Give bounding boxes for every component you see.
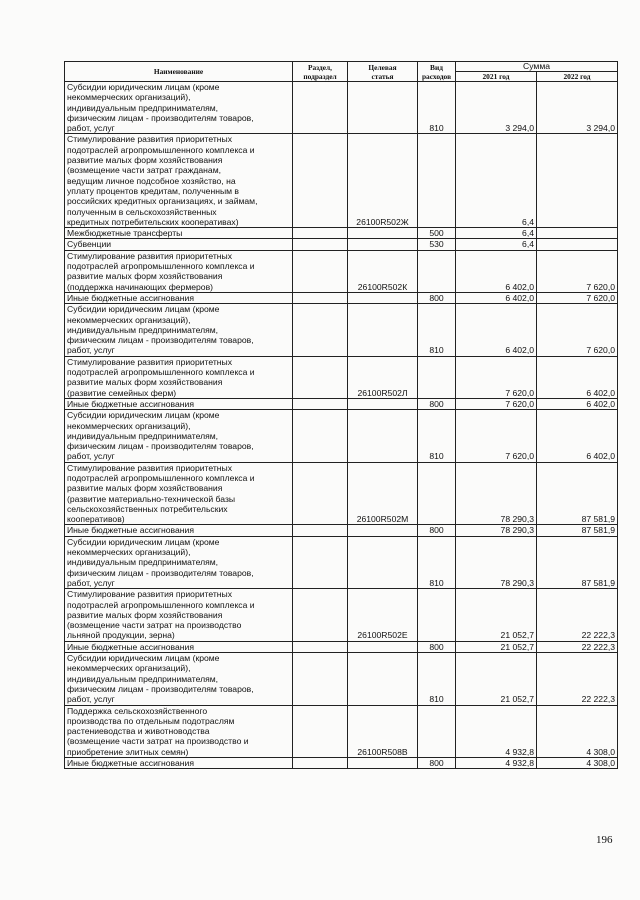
table-row <box>65 758 618 769</box>
section-cell <box>293 292 348 303</box>
kind-cell <box>418 356 456 398</box>
amount-2021-cell: 21 052,7 <box>456 653 537 705</box>
kind-cell: 810 <box>418 304 456 356</box>
table-row <box>65 653 618 705</box>
kind-cell: 800 <box>418 758 456 769</box>
kind-cell <box>418 134 456 228</box>
amount-2022-cell: 7 620,0 <box>537 250 618 292</box>
section-cell <box>293 410 348 462</box>
name-cell: Стимулирование развития приоритетных подотраслей агропромышленного комплекса и развитие малых форм хозяйствования (возмещение части затрат гражданам, ведущим личное подсобное хозяйство, на уплату процентов кредитам, полученным в российских кредитных организациях, и займам, полученным в сельскохозяйственных кредитных потребительских кооперативах) <box>65 134 293 228</box>
target-cell: 26100R502Л <box>348 356 418 398</box>
name-cell: Стимулирование развития приоритетных подотраслей агропромышленного комплекса и развитие малых форм хозяйствования (поддержка начинающих фермеров) <box>65 250 293 292</box>
amount-2021-cell: 78 290,3 <box>456 525 537 536</box>
target-cell: 26100R502К <box>348 250 418 292</box>
amount-2022-cell: 6 402,0 <box>537 398 618 409</box>
header-section: Раздел, подраздел <box>293 62 348 82</box>
target-cell <box>348 410 418 462</box>
kind-cell: 800 <box>418 641 456 652</box>
section-cell <box>293 536 348 588</box>
amount-2021-cell: 7 620,0 <box>456 410 537 462</box>
section-cell <box>293 758 348 769</box>
header-sum: Сумма <box>456 62 618 72</box>
target-cell <box>348 525 418 536</box>
table-row <box>65 228 618 239</box>
section-cell <box>293 641 348 652</box>
amount-2021-cell: 6 402,0 <box>456 304 537 356</box>
amount-2022-cell: 22 222,3 <box>537 653 618 705</box>
section-cell <box>293 589 348 641</box>
table-row <box>65 356 618 398</box>
target-cell <box>348 304 418 356</box>
kind-cell: 800 <box>418 292 456 303</box>
amount-2021-cell: 4 932,8 <box>456 758 537 769</box>
amount-2022-cell: 3 294,0 <box>537 82 618 134</box>
amount-2021-cell: 6 402,0 <box>456 250 537 292</box>
target-cell: 26100R502М <box>348 462 418 525</box>
section-cell <box>293 82 348 134</box>
name-cell: Иные бюджетные ассигнования <box>65 641 293 652</box>
table-row <box>65 641 618 652</box>
kind-cell: 810 <box>418 653 456 705</box>
kind-cell: 810 <box>418 536 456 588</box>
section-cell <box>293 250 348 292</box>
target-cell <box>348 239 418 250</box>
table-row <box>65 134 618 228</box>
name-cell: Субвенции <box>65 239 293 250</box>
target-cell: 26100R502Е <box>348 589 418 641</box>
table-row <box>65 462 618 525</box>
amount-2022-cell: 87 581,9 <box>537 536 618 588</box>
target-cell <box>348 641 418 652</box>
section-cell <box>293 653 348 705</box>
kind-cell: 530 <box>418 239 456 250</box>
kind-cell <box>418 462 456 525</box>
name-cell: Стимулирование развития приоритетных подотраслей агропромышленного комплекса и развитие малых форм хозяйствования (развитие материально-технической базы сельскохозяйственных потребительских кооперативов) <box>65 462 293 525</box>
amount-2022-cell <box>537 239 618 250</box>
table-row <box>65 589 618 641</box>
header-year-2021: 2021 год <box>456 72 537 82</box>
amount-2021-cell: 6,4 <box>456 134 537 228</box>
kind-cell: 800 <box>418 398 456 409</box>
table-row <box>65 292 618 303</box>
amount-2022-cell: 6 402,0 <box>537 410 618 462</box>
table-row <box>65 536 618 588</box>
amount-2022-cell: 7 620,0 <box>537 304 618 356</box>
target-cell <box>348 292 418 303</box>
amount-2022-cell: 6 402,0 <box>537 356 618 398</box>
header-year-2022: 2022 год <box>537 72 618 82</box>
section-cell <box>293 134 348 228</box>
target-cell <box>348 228 418 239</box>
amount-2021-cell: 6,4 <box>456 239 537 250</box>
target-cell: 26100R508В <box>348 705 418 757</box>
name-cell: Субсидии юридическим лицам (кроме некоммерческих организаций), индивидуальным предпринимателям, физическим лицам - производителям товаров, работ, услуг <box>65 304 293 356</box>
name-cell: Иные бюджетные ассигнования <box>65 525 293 536</box>
section-cell <box>293 356 348 398</box>
section-cell <box>293 462 348 525</box>
name-cell: Стимулирование развития приоритетных подотраслей агропромышленного комплекса и развитие малых форм хозяйствования (возмещение части затрат на производство льняной продукции, зерна) <box>65 589 293 641</box>
name-cell: Иные бюджетные ассигнования <box>65 292 293 303</box>
section-cell <box>293 304 348 356</box>
target-cell <box>348 758 418 769</box>
table-row <box>65 705 618 757</box>
section-cell <box>293 239 348 250</box>
target-cell <box>348 536 418 588</box>
name-cell: Субсидии юридическим лицам (кроме некоммерческих организаций), индивидуальным предпринимателям, физическим лицам - производителям товаров, работ, услуг <box>65 410 293 462</box>
target-cell <box>348 82 418 134</box>
name-cell: Поддержка сельскохозяйственного производства по отдельным подотраслям растениеводства и животноводства (возмещение части затрат на производство и приобретение элитных семян) <box>65 705 293 757</box>
table-row <box>65 410 618 462</box>
name-cell: Иные бюджетные ассигнования <box>65 758 293 769</box>
table-row <box>65 525 618 536</box>
amount-2021-cell: 78 290,3 <box>456 536 537 588</box>
amount-2022-cell <box>537 228 618 239</box>
amount-2021-cell: 21 052,7 <box>456 589 537 641</box>
page-number: 196 <box>596 834 613 846</box>
section-cell <box>293 228 348 239</box>
target-cell: 26100R502Ж <box>348 134 418 228</box>
amount-2022-cell: 4 308,0 <box>537 705 618 757</box>
name-cell: Субсидии юридическим лицам (кроме некоммерческих организаций), индивидуальным предпринимателям, физическим лицам - производителям товаров, работ, услуг <box>65 82 293 134</box>
amount-2022-cell <box>537 134 618 228</box>
kind-cell <box>418 589 456 641</box>
kind-cell: 800 <box>418 525 456 536</box>
table-row <box>65 304 618 356</box>
amount-2021-cell: 6,4 <box>456 228 537 239</box>
amount-2021-cell: 78 290,3 <box>456 462 537 525</box>
kind-cell: 810 <box>418 82 456 134</box>
section-cell <box>293 525 348 536</box>
amount-2022-cell: 22 222,3 <box>537 641 618 652</box>
name-cell: Субсидии юридическим лицам (кроме некоммерческих организаций), индивидуальным предпринимателям, физическим лицам - производителям товаров, работ, услуг <box>65 536 293 588</box>
name-cell: Иные бюджетные ассигнования <box>65 398 293 409</box>
amount-2022-cell: 87 581,9 <box>537 525 618 536</box>
amount-2022-cell: 87 581,9 <box>537 462 618 525</box>
table-row <box>65 239 618 250</box>
amount-2021-cell: 7 620,0 <box>456 398 537 409</box>
amount-2021-cell: 21 052,7 <box>456 641 537 652</box>
header-target: Целевая статья <box>348 62 418 82</box>
amount-2021-cell: 6 402,0 <box>456 292 537 303</box>
section-cell <box>293 398 348 409</box>
kind-cell <box>418 250 456 292</box>
budget-table <box>64 61 618 769</box>
table-row <box>65 250 618 292</box>
amount-2021-cell: 4 932,8 <box>456 705 537 757</box>
target-cell <box>348 653 418 705</box>
name-cell: Межбюджетные трансферты <box>65 228 293 239</box>
table-body <box>65 82 618 769</box>
kind-cell <box>418 705 456 757</box>
header-kind: Вид расходов <box>418 62 456 82</box>
kind-cell: 810 <box>418 410 456 462</box>
table-row <box>65 398 618 409</box>
amount-2022-cell: 7 620,0 <box>537 292 618 303</box>
amount-2022-cell: 22 222,3 <box>537 589 618 641</box>
section-cell <box>293 705 348 757</box>
name-cell: Субсидии юридическим лицам (кроме некоммерческих организаций), индивидуальным предпринимателям, физическим лицам - производителям товаров, работ, услуг <box>65 653 293 705</box>
amount-2021-cell: 7 620,0 <box>456 356 537 398</box>
amount-2022-cell: 4 308,0 <box>537 758 618 769</box>
amount-2021-cell: 3 294,0 <box>456 82 537 134</box>
name-cell: Стимулирование развития приоритетных подотраслей агропромышленного комплекса и развитие малых форм хозяйствования (развитие семейных ферм) <box>65 356 293 398</box>
table-row <box>65 82 618 134</box>
header-name: Наименование <box>65 62 293 82</box>
target-cell <box>348 398 418 409</box>
table-header <box>65 62 618 82</box>
kind-cell: 500 <box>418 228 456 239</box>
